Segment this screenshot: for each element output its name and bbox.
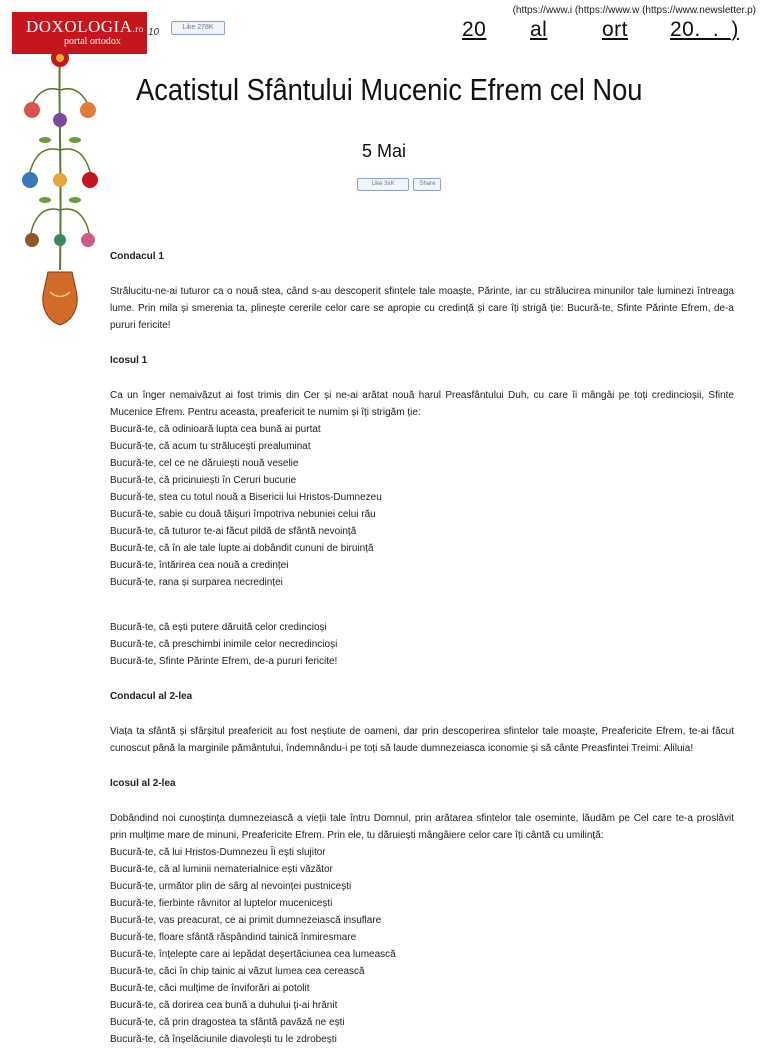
logo-title: DOXOLOGIA.ro <box>26 17 144 36</box>
logo-tail-text: 10 <box>148 27 160 38</box>
section-paragraph: Viața ta sfântă și sfârșitul preafericit au fost neștiute de oameni, dar prin descoperirea sfintelor tale moaște, Preafericite Efrem, te-ai făcut cunoscut până la marginile pământului, îndemnându-i pe toți să laude dumnezeiasca iconomie și să cânte Preasfintei Treimi: Aliluia! <box>110 726 734 754</box>
list-item: Bucură-te, că în ale tale lupte ai dobândit cununi de biruință <box>110 543 374 554</box>
list-item: Bucură-te, întărirea cea nouă a credinței <box>110 560 289 571</box>
section-paragraph: Dobândind noi cunoștința dumnezeiască a vieții tale întru Domnul, prin arătarea sfintelor tale oseminte, lăudăm pe Cel care te-a proslăvit prin mulțime mare de minuni, Preafericite Efrem. Prin ele, tu dăruiești mângâiere celor care îți cântă cu umilință: <box>110 813 734 841</box>
list-item: Bucură-te, că acum tu strălucești prealuminat <box>110 441 311 452</box>
list-item: Bucură-te, că lui Hristos-Dumnezeu Îi ești slujitor <box>110 847 326 858</box>
floral-ornament-icon <box>20 40 100 330</box>
list-item: Bucură-te, că pricinuiești în Ceruri bucurie <box>110 475 297 486</box>
list-item: Bucură-te, fierbinte râvnitor al luptelor mucenicești <box>110 898 333 909</box>
top-nav-link-2[interactable]: al <box>530 18 548 41</box>
list-item: Bucură-te, vas preacurat, ce ai primit dumnezeiască insuflare <box>110 915 382 926</box>
list-item: Bucură-te, căci mulțime de înviforări ai potolit <box>110 983 310 994</box>
list-item: Bucură-te, căci în chip tainic ai văzut lumea cea cerească <box>110 966 365 977</box>
list-item: Bucură-te, că dorirea cea bună a duhului ți-ai hrănit <box>110 1000 338 1011</box>
top-nav-link-1[interactable]: 20 <box>462 18 487 41</box>
list-item: Bucură-te, că al luminii nematerialnice ești văzător <box>110 864 333 875</box>
facebook-like-button[interactable]: Like 278K <box>171 21 225 35</box>
top-links[interactable]: (https://www.i (https://www.w (https://www.newsletter.p) <box>512 5 756 16</box>
section-heading: Condacul al 2-lea <box>110 691 193 702</box>
facebook-like-button-small[interactable]: Like 3xK <box>357 178 409 191</box>
section-paragraph: Ca un înger nemaivăzut ai fost trimis din Cer și ne-ai arătat nouă harul Preasfântului Duh, cu care îi mângâi pe toți credincioșii, Sfinte Mucenice Efrem. Pentru aceasta, preafericit te numim și îți strigăm ție: <box>110 390 734 418</box>
section-heading: Icosul al 2-lea <box>110 778 176 789</box>
page-title: Acatistul Sfântului Mucenic Efrem cel Nou <box>136 72 643 107</box>
feast-date: 5 Mai <box>361 141 406 161</box>
top-nav-link-4[interactable]: 20._._) <box>670 18 739 41</box>
list-item: Bucură-te, înțelepte care ai lepădat deșertăciunea cea lumească <box>110 949 396 960</box>
section-paragraph: Strălucitu-ne-ai tuturor ca o nouă stea, când s-au descoperit sfintele tale moaște, Părinte, iar cu strălucirea minunilor tale luminezi întreaga lume. Prin mila și smerenia ta, plinește cererile celor care se apropie cu credință și care îți strigă ție: Bucură-te, Sfinte Părinte Efrem, de-a pururi fericite! <box>110 286 734 331</box>
list-item: Bucură-te, că ești putere dăruită celor credincioși <box>110 622 327 633</box>
list-item: Bucură-te, rana și surparea necredinței <box>110 577 283 588</box>
list-item: Bucură-te, că odinioară lupta cea bună ai purtat <box>110 424 321 435</box>
section-heading: Icosul 1 <box>110 355 148 366</box>
section-heading: Condacul 1 <box>110 251 164 262</box>
top-nav-link-3[interactable]: ort <box>602 18 629 41</box>
list-item: Bucură-te, sabie cu două tăișuri împotriva nebuniei celui rău <box>110 509 376 520</box>
list-item: Bucură-te, că prin dragostea ta sfântă pavăză ne ești <box>110 1017 345 1028</box>
list-item: Bucură-te, stea cu totul nouă a Bisericii lui Hristos-Dumnezeu <box>110 492 382 503</box>
logo-subtitle: portal ortodox <box>64 36 121 47</box>
list-item: Bucură-te, cel ce ne dăruiești nouă veselie <box>110 458 299 469</box>
list-item: Bucură-te, că preschimbi inimile celor necredincioși <box>110 639 338 650</box>
facebook-share-button[interactable]: Share <box>413 178 441 191</box>
list-item: Bucură-te, următor plin de sârg al nevoinței pustnicești <box>110 881 352 892</box>
prayer-text <box>110 248 734 1048</box>
share-row <box>357 178 441 196</box>
list-item: Bucură-te, că tuturor te-ai făcut pildă de sfântă nevoință <box>110 526 357 537</box>
list-item: Bucură-te, Sfinte Părinte Efrem, de-a pururi fericite! <box>110 656 338 667</box>
list-item: Bucură-te, floare sfântă răspândind tainică înmiresmare <box>110 932 357 943</box>
list-item: Bucură-te, că înșelăciunile diavolești tu le zdrobești <box>110 1034 337 1045</box>
